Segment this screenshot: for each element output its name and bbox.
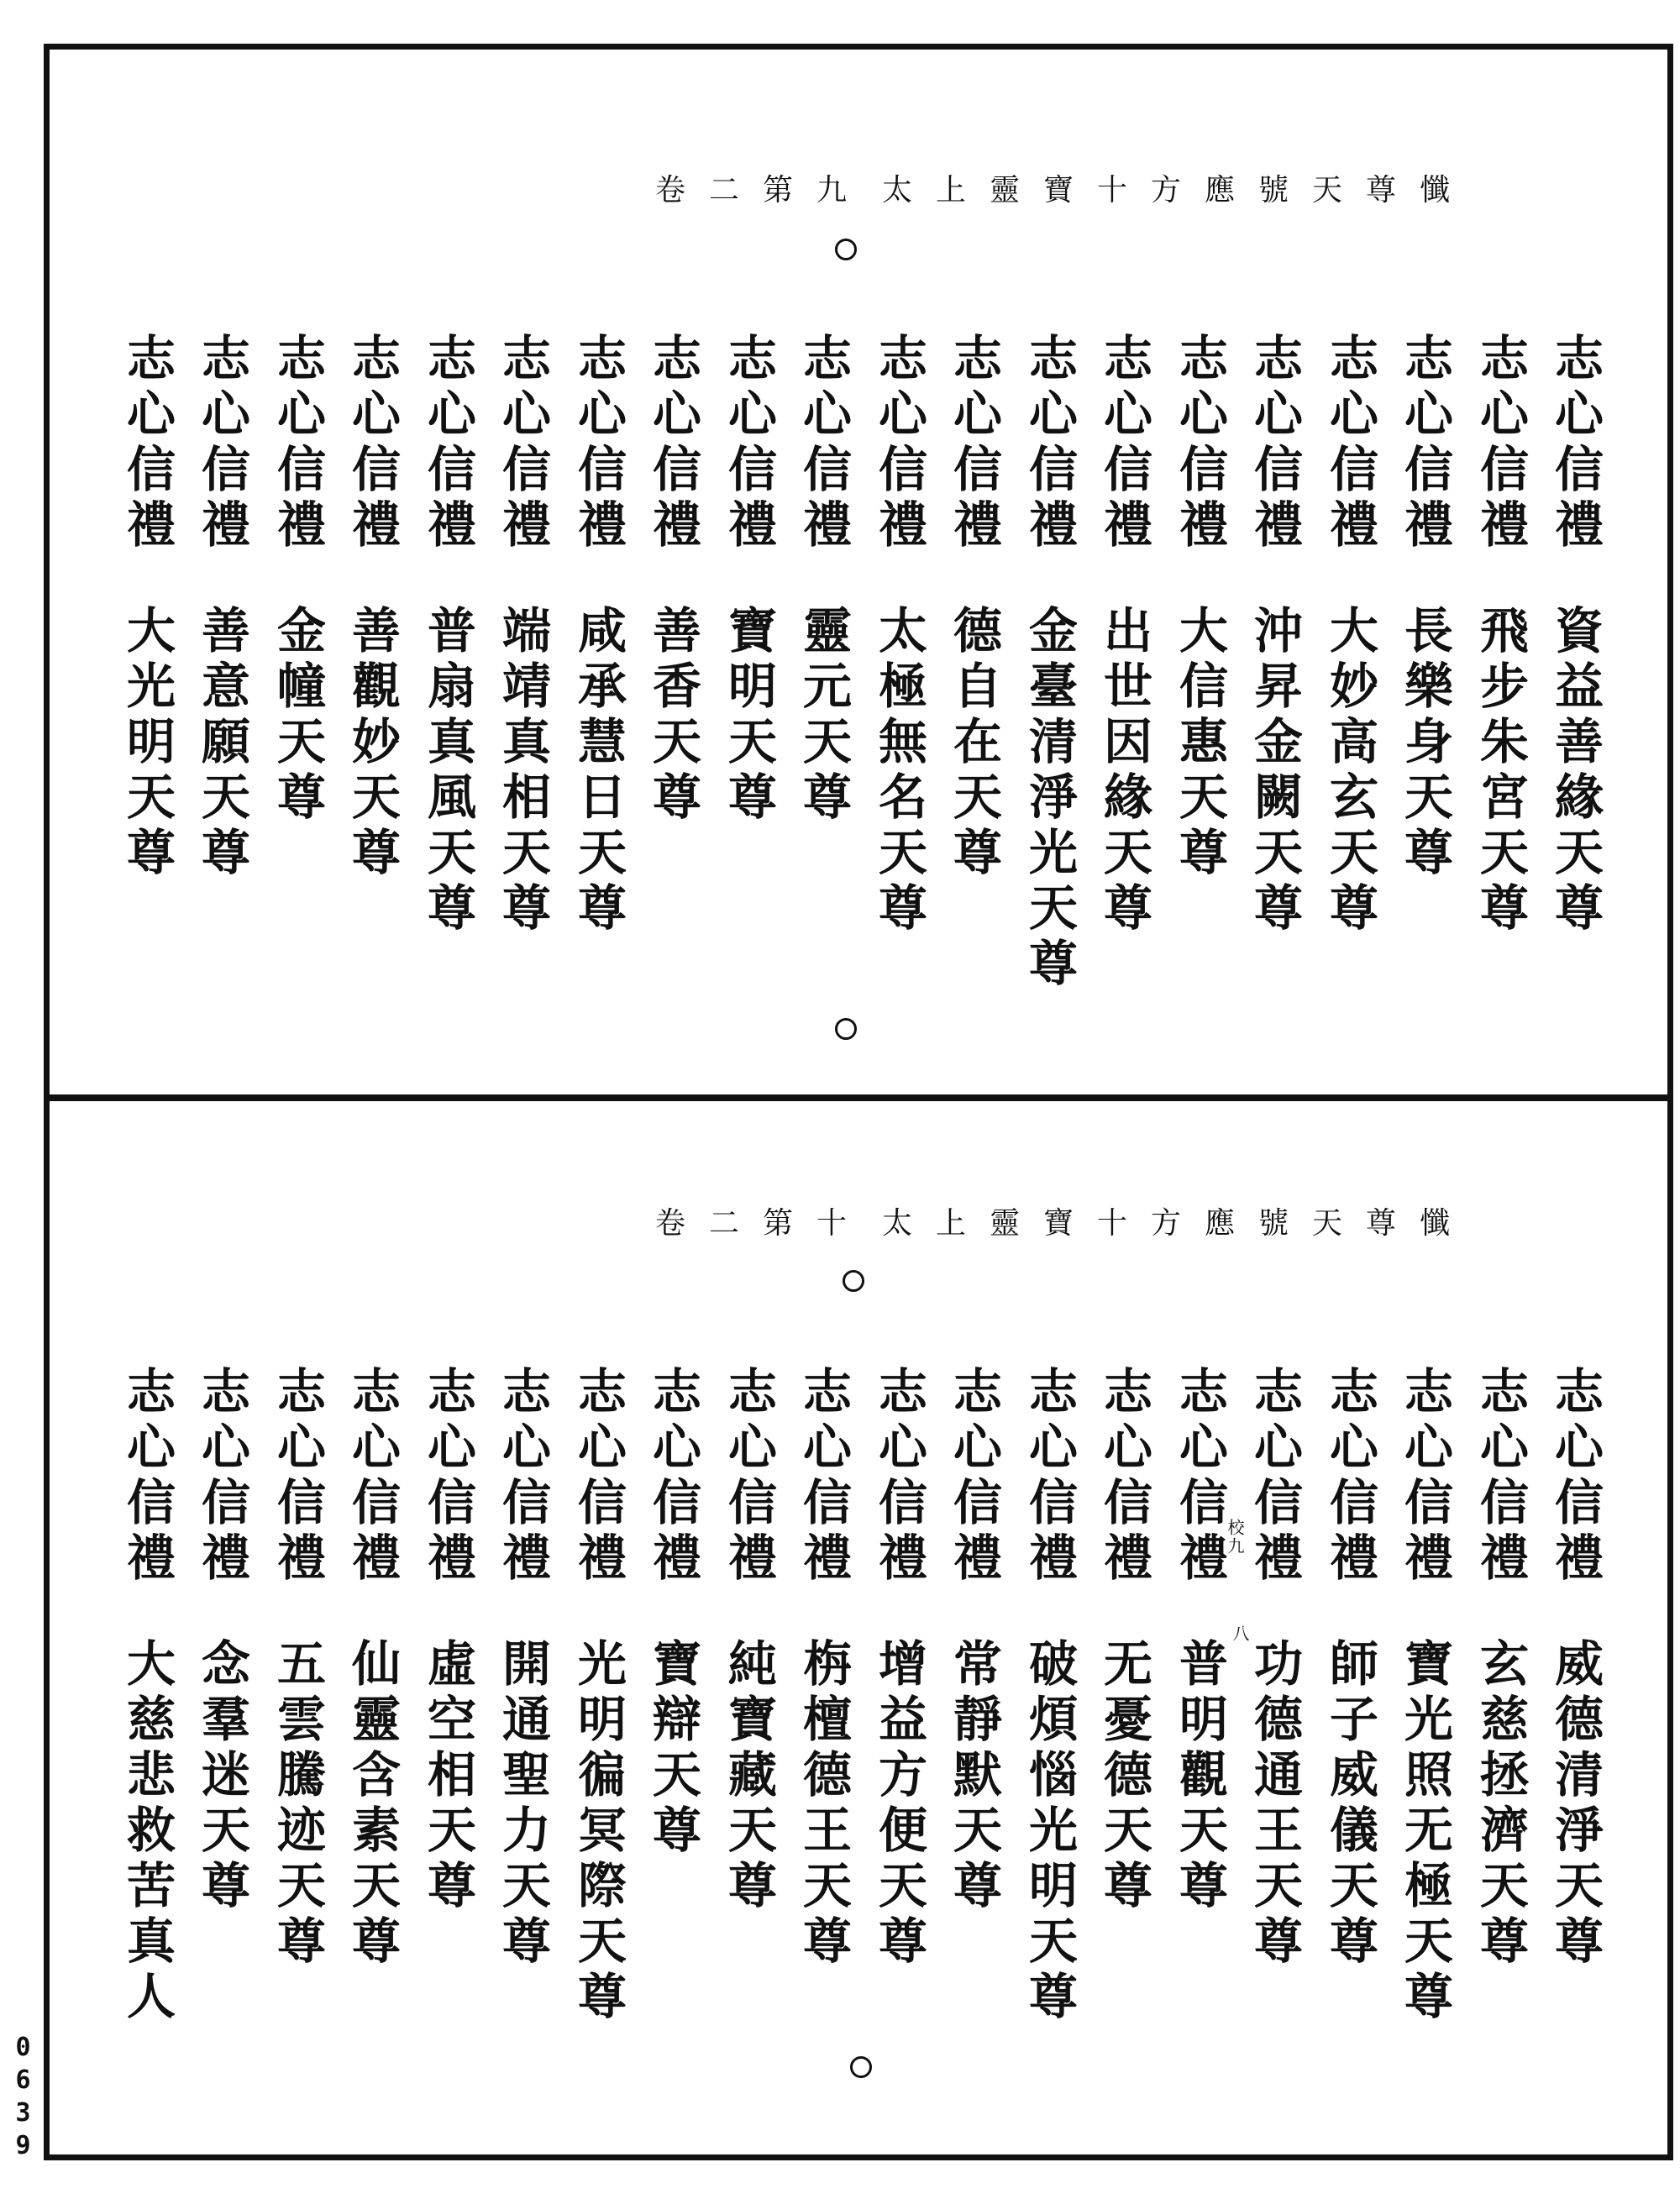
entry-prefix: 志心信禮 — [1396, 333, 1453, 554]
entry-column — [1322, 333, 1378, 937]
entry-column — [495, 1366, 550, 1971]
deity-name: 大信惠天尊 — [1171, 605, 1228, 882]
entry-column — [570, 333, 626, 937]
entry-column — [1247, 1366, 1302, 1971]
deity-name: 五雲騰迹天尊 — [269, 1638, 326, 1971]
bottom-header-volume: 卷二第十 — [655, 1206, 871, 1241]
deity-name: 出世因緣天尊 — [1095, 605, 1152, 937]
entry-column — [1021, 333, 1077, 993]
entry-column — [495, 333, 550, 937]
top-header-title: 太上靈寶十方應號天尊懺 — [882, 173, 1474, 207]
entry-prefix: 志心信禮 — [269, 333, 326, 554]
top-circle-mark-lower — [835, 1018, 857, 1040]
entry-column — [1473, 333, 1528, 937]
deity-name: 光明徧冥際天尊 — [570, 1638, 627, 2026]
entry-prefix: 志心信禮 — [419, 333, 476, 554]
entry-prefix: 志心信禮 — [945, 1366, 1002, 1588]
deity-name: 玄慈拯濟天尊 — [1472, 1638, 1529, 1971]
entry-column — [119, 333, 175, 882]
entry-column — [119, 1366, 175, 2026]
top-header — [0, 166, 1680, 210]
entry-prefix: 志心信禮 — [1472, 333, 1529, 554]
entry-column — [1172, 333, 1227, 882]
collation-note: 校九 — [1225, 1519, 1245, 1556]
deity-name: 開通聖力天尊 — [494, 1638, 551, 1971]
entry-prefix: 志心信禮 — [1095, 1366, 1152, 1588]
entry-column — [871, 1366, 927, 1971]
entry-column — [420, 1366, 475, 1915]
entry-column — [344, 1366, 400, 1971]
deity-name: 師子威儀天尊 — [1321, 1638, 1378, 1971]
entry-prefix: 志心信禮 — [118, 1366, 176, 1588]
entry-column — [795, 333, 851, 827]
entry-column — [194, 1366, 249, 1915]
deity-name: 大慈悲救苦真人 — [118, 1638, 176, 2026]
top-header-volume: 卷二第九 — [655, 173, 871, 207]
entry-column — [270, 333, 325, 827]
deity-name: 金臺清淨光天尊 — [1021, 605, 1078, 993]
entry-column — [721, 333, 776, 827]
entry-column — [420, 333, 475, 937]
deity-name: 純寶藏天尊 — [720, 1638, 777, 1915]
entry-prefix: 志心信禮 — [344, 333, 401, 554]
entry-column — [1547, 1366, 1603, 1971]
entry-column — [1096, 1366, 1152, 1915]
deity-name: 大妙高玄天尊 — [1321, 605, 1378, 937]
entry-prefix: 志心信禮 — [1546, 1366, 1604, 1588]
entry-column — [946, 333, 1001, 882]
deity-name: 威德清淨天尊 — [1546, 1638, 1604, 1971]
entry-prefix: 志心信禮 — [193, 1366, 250, 1588]
deity-name: 寶明天尊 — [720, 605, 777, 827]
entry-prefix: 志心信禮 — [1472, 1366, 1529, 1588]
deity-name: 增益方便天尊 — [870, 1638, 927, 1971]
deity-name: 栴檀德王天尊 — [795, 1638, 852, 1971]
entry-prefix: 志心信禮 — [1021, 333, 1078, 554]
deity-name: 善觀妙天尊 — [344, 605, 401, 882]
deity-name: 仙靈含素天尊 — [344, 1638, 401, 1971]
deity-name: 善意願天尊 — [193, 605, 250, 882]
entry-column — [645, 1366, 701, 1860]
deity-name: 虛空相天尊 — [419, 1638, 476, 1915]
collation-mark: 八 — [1230, 1624, 1250, 1643]
entry-prefix: 志心信禮 — [494, 333, 551, 554]
entry-prefix: 志心信禮 — [870, 1366, 927, 1588]
deity-name: 靈元天尊 — [795, 605, 852, 827]
entry-prefix: 志心信禮 — [1021, 1366, 1078, 1588]
bottom-header-title: 太上靈寶十方應號天尊懺 — [882, 1206, 1474, 1241]
entry-prefix: 志心信禮 — [720, 333, 777, 554]
deity-name: 太極無名天尊 — [870, 605, 927, 937]
entry-column — [1547, 333, 1603, 937]
bottom-circle-mark-upper — [843, 1270, 864, 1292]
deity-name: 常靜默天尊 — [945, 1638, 1002, 1915]
entry-column — [645, 333, 701, 827]
entry-column — [795, 1366, 851, 1971]
entry-prefix: 志心信禮 — [419, 1366, 476, 1588]
entry-column — [1021, 1366, 1077, 2026]
deity-name: 无憂德天尊 — [1095, 1638, 1152, 1915]
entry-prefix: 志心信禮 — [1095, 333, 1152, 554]
entry-column — [570, 1366, 626, 2026]
page-number: 0639 — [8, 2033, 38, 2164]
deity-name: 善香天尊 — [644, 605, 701, 827]
entry-column — [194, 333, 249, 882]
entry-column — [1096, 333, 1152, 937]
deity-name: 大光明天尊 — [118, 605, 176, 882]
entry-prefix: 志心信禮 — [1396, 1366, 1453, 1588]
deity-name: 念羣迷天尊 — [193, 1638, 250, 1915]
deity-name: 普明觀天尊 — [1171, 1638, 1228, 1915]
entry-column — [344, 333, 400, 882]
entry-prefix: 志心信禮 — [795, 1366, 852, 1588]
entry-column — [946, 1366, 1001, 1915]
entry-prefix: 志心信禮 — [644, 1366, 701, 1588]
entry-prefix: 志心信禮 — [644, 333, 701, 554]
entry-column — [1397, 1366, 1452, 2026]
deity-name: 金幢天尊 — [269, 605, 326, 827]
entry-prefix: 志心信禮 — [570, 1366, 627, 1588]
entry-prefix: 志心信禮 — [720, 1366, 777, 1588]
entry-prefix: 志心信禮 — [1321, 1366, 1378, 1588]
entry-prefix: 志心信禮 — [945, 333, 1002, 554]
entry-column — [871, 333, 927, 937]
entry-prefix: 志心信禮 — [118, 333, 176, 554]
entry-prefix: 志心信禮 — [193, 333, 250, 554]
deity-name: 咸承慧日天尊 — [570, 605, 627, 937]
deity-name: 寶光照无極天尊 — [1396, 1638, 1453, 2026]
entry-prefix: 志心信禮 — [344, 1366, 401, 1588]
deity-name: 德自在天尊 — [945, 605, 1002, 882]
entry-prefix: 志心信禮 — [1171, 333, 1228, 554]
deity-name: 破煩惱光明天尊 — [1021, 1638, 1078, 2026]
panel-divider — [44, 1094, 1673, 1101]
entry-prefix: 志心信禮 — [1246, 333, 1303, 554]
entry-prefix: 志心信禮 — [269, 1366, 326, 1588]
deity-name: 功德通王天尊 — [1246, 1638, 1303, 1971]
entry-column — [270, 1366, 325, 1971]
entry-prefix: 志心信禮 — [870, 333, 927, 554]
deity-name: 飛步朱宮天尊 — [1472, 605, 1529, 937]
deity-name: 寶辯天尊 — [644, 1638, 701, 1860]
deity-name: 長樂身天尊 — [1396, 605, 1453, 882]
deity-name: 資益善緣天尊 — [1546, 605, 1604, 937]
bottom-header — [0, 1199, 1680, 1243]
entry-column — [1172, 1366, 1227, 1915]
entry-column — [1397, 333, 1452, 882]
entry-prefix: 志心信禮 — [570, 333, 627, 554]
entry-column — [721, 1366, 776, 1915]
deity-name: 普扇真風天尊 — [419, 605, 476, 937]
bottom-circle-mark-lower — [850, 2056, 872, 2078]
entry-column — [1247, 333, 1302, 937]
deity-name: 端靖真相天尊 — [494, 605, 551, 937]
entry-prefix: 志心信禮 — [1171, 1366, 1228, 1588]
entry-prefix: 志心信禮 — [1546, 333, 1604, 554]
entry-prefix: 志心信禮 — [795, 333, 852, 554]
entry-column — [1473, 1366, 1528, 1971]
entry-column — [1322, 1366, 1378, 1971]
top-circle-mark-upper — [835, 239, 857, 260]
entry-prefix: 志心信禮 — [1321, 333, 1378, 554]
entry-prefix: 志心信禮 — [1246, 1366, 1303, 1588]
entry-prefix: 志心信禮 — [494, 1366, 551, 1588]
deity-name: 沖昇金闕天尊 — [1246, 605, 1303, 937]
